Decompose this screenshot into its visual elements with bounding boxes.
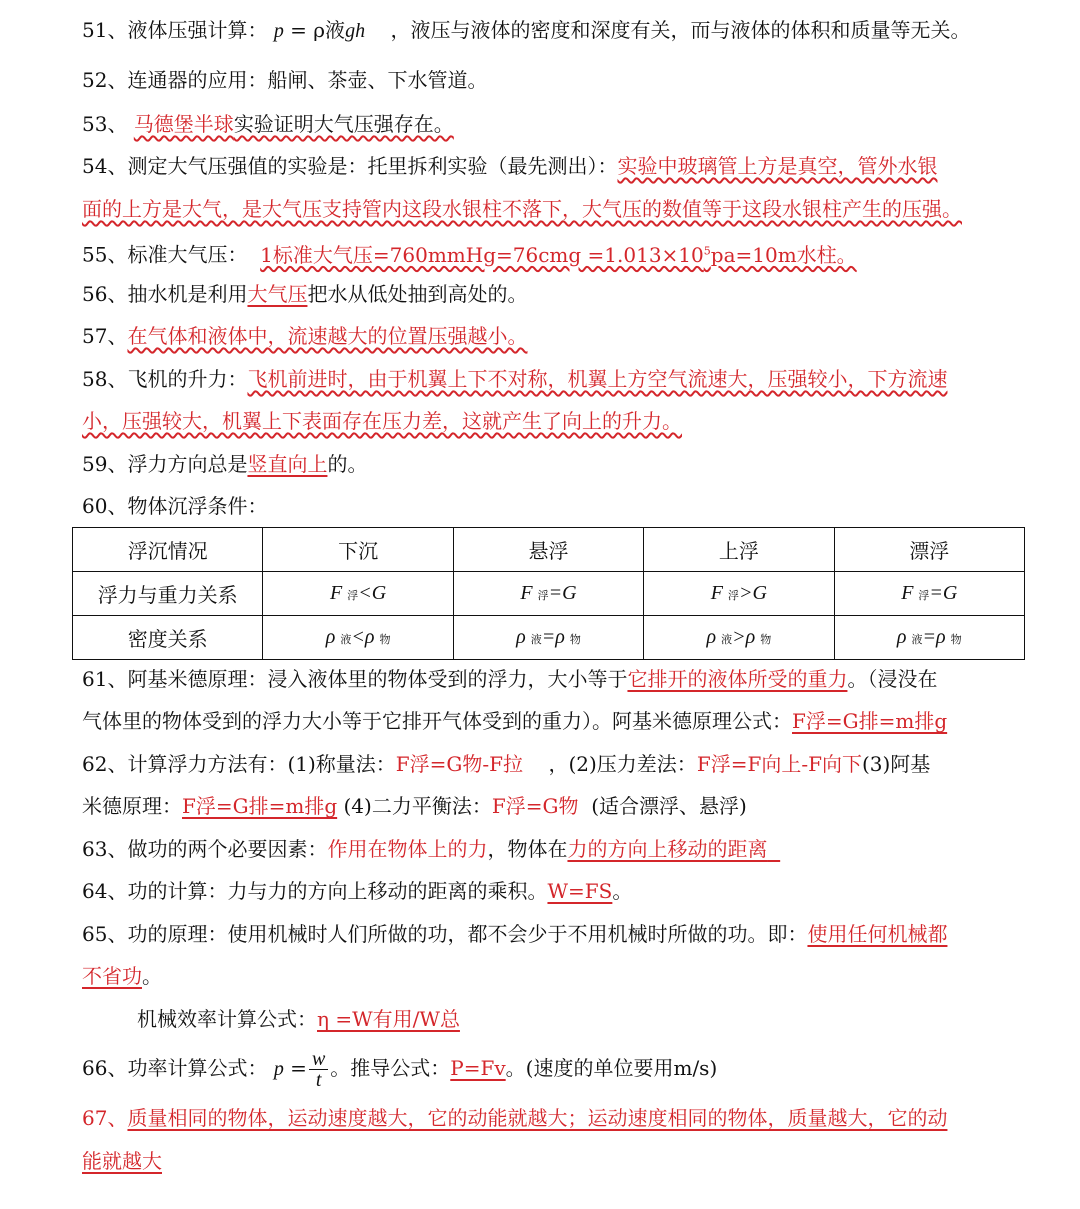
item-54-answer-2: 面的上方是大气，是大气压支持管内这段水银柱不落下，大气压的数值等于这段水银柱产生的压强。 bbox=[82, 197, 962, 221]
item-62-method-3: F浮=G排=m排g bbox=[182, 794, 338, 818]
fraction-denominator: t bbox=[315, 1069, 322, 1091]
item-67-answer-1: 质量相同的物体，运动速度越大，它的动能就越大；运动速度相同的物体，质量越大，它的动 bbox=[127, 1106, 948, 1130]
item-53-text: 实验证明大气压强存在。 bbox=[233, 112, 454, 136]
item-59 bbox=[82, 452, 367, 476]
sink-float-table bbox=[72, 527, 1025, 660]
item-53 bbox=[82, 112, 454, 136]
item-64-label: 64、功的计算：力与力的方向上移动的距离的乘积。 bbox=[82, 879, 548, 903]
item-60 bbox=[82, 494, 267, 518]
item-62-text-3: 米德原理： bbox=[82, 794, 182, 818]
table-header-cell: 漂浮 bbox=[834, 528, 1024, 572]
item-54-cont bbox=[82, 197, 962, 221]
power-fraction bbox=[309, 1049, 328, 1090]
item-64-formula: W=FS bbox=[547, 879, 613, 903]
item-51-text: ，液压与液体的密度和深度有关，而与液体的体积和质量等无关。 bbox=[390, 18, 971, 42]
item-63-label: 63、做功的两个必要因素： bbox=[82, 837, 328, 861]
table-cell: ρ 液=ρ 物 bbox=[453, 616, 643, 660]
efficiency-formula bbox=[137, 1007, 460, 1031]
item-64 bbox=[82, 879, 632, 903]
table-cell: ρ 液>ρ 物 bbox=[644, 616, 834, 660]
item-62-method-1: F浮=G物-F拉 bbox=[395, 752, 524, 776]
item-63-text: ，物体在 bbox=[487, 837, 568, 861]
item-54-label: 54、测定大气压强值的实验是：托里拆利实验（最先测出）： bbox=[82, 154, 618, 178]
item-57 bbox=[82, 324, 527, 348]
item-58-answer-1: 飞机前进时，由于机翼上下不对称，机翼上方空气流速大，压强较小，下方流速 bbox=[247, 367, 948, 391]
item-58 bbox=[82, 367, 947, 391]
item-61-formula: F浮=G排=m排g bbox=[792, 709, 948, 733]
table-cell: F 浮=G bbox=[834, 572, 1024, 616]
item-66-text: 。推导公式： bbox=[330, 1056, 451, 1080]
formula-p: p bbox=[273, 20, 284, 42]
table-row bbox=[73, 616, 1025, 660]
item-65-cont bbox=[82, 964, 162, 988]
item-55 bbox=[82, 239, 857, 267]
item-66-label: 66、功率计算公式： bbox=[82, 1056, 268, 1080]
efficiency-answer: η =W有用/W总 bbox=[317, 1007, 460, 1031]
table-cell: F 浮=G bbox=[453, 572, 643, 616]
item-56-answer: 大气压 bbox=[247, 282, 308, 306]
table-header-cell: 上浮 bbox=[644, 528, 834, 572]
item-61-cont bbox=[82, 709, 947, 733]
item-65-text: 。 bbox=[142, 964, 162, 988]
item-57-answer: 在气体和液体中，流速越大的位置压强越小。 bbox=[127, 324, 528, 348]
item-61-text: 。（浸没在 bbox=[847, 667, 938, 691]
table-header-cell: 悬浮 bbox=[453, 528, 643, 572]
exponent: 5 bbox=[703, 244, 711, 257]
table-header-cell: 下沉 bbox=[263, 528, 453, 572]
item-66-formula: P=Fv bbox=[450, 1056, 506, 1080]
power-eq: = bbox=[290, 1056, 307, 1080]
formula-gh: gh bbox=[345, 20, 366, 42]
formula-rho: ρ液 bbox=[313, 18, 346, 42]
item-65 bbox=[82, 922, 947, 946]
item-64-text: 。 bbox=[612, 879, 633, 903]
item-62-text-2: (3)阿基 bbox=[861, 752, 931, 776]
formula-eq: = bbox=[290, 18, 307, 42]
table-row-label: 密度关系 bbox=[73, 616, 263, 660]
item-55-answer-2: pa=10m水柱。 bbox=[710, 242, 857, 267]
item-52-text: 52、连通器的应用：船闸、茶壶、下水管道。 bbox=[82, 68, 488, 92]
power-p: p bbox=[273, 1058, 284, 1080]
item-63-answer-1: 作用在物体上的力 bbox=[327, 837, 488, 861]
table-row-label: 浮力与重力关系 bbox=[73, 572, 263, 616]
table-header-row bbox=[73, 528, 1025, 572]
item-62-label: 62、计算浮力方法有：(1)称量法： bbox=[82, 752, 396, 776]
table-cell: ρ 液<ρ 物 bbox=[263, 616, 453, 660]
item-54-answer-1: 实验中玻璃管上方是真空，管外水银 bbox=[617, 154, 938, 178]
table-cell: ρ 液=ρ 物 bbox=[834, 616, 1024, 660]
table-row bbox=[73, 572, 1025, 616]
item-56 bbox=[82, 282, 527, 306]
table-cell: F 浮<G bbox=[263, 572, 453, 616]
item-51 bbox=[82, 18, 971, 43]
item-62-text-4: (4)二力平衡法： bbox=[343, 794, 492, 818]
item-61-answer: 它排开的液体所受的重力 bbox=[627, 667, 848, 691]
item-60-text: 60、物体沉浮条件： bbox=[82, 494, 268, 518]
item-52 bbox=[82, 68, 487, 92]
item-65-label: 65、功的原理：使用机械时人们所做的功，都不会少于不用机械时所做的功。即： bbox=[82, 922, 808, 946]
item-58-answer-2: 小，压强较大，机翼上下表面存在压力差，这就产生了向上的升力。 bbox=[82, 409, 682, 433]
item-57-label: 57、 bbox=[82, 324, 128, 348]
item-53-label: 53、 bbox=[82, 112, 128, 136]
item-55-label: 55、标准大气压： bbox=[82, 242, 248, 267]
item-62-cont bbox=[82, 794, 747, 818]
item-67-cont bbox=[82, 1149, 162, 1173]
item-62 bbox=[82, 752, 930, 776]
item-62-text-1: ，(2)压力差法： bbox=[548, 752, 697, 776]
item-61 bbox=[82, 667, 937, 691]
item-63-answer-2: 力的方向上移动的距离 bbox=[567, 837, 768, 861]
item-62-method-2: F浮=F向上-F向下 bbox=[696, 752, 862, 776]
item-53-answer: 马德堡半球 bbox=[133, 112, 234, 136]
item-51-label: 51、液体压强计算： bbox=[82, 18, 268, 42]
item-55-answer-1: 1标准大气压=760mmHg=76cmg =1.013×10 bbox=[260, 242, 704, 267]
item-59-label: 59、浮力方向总是 bbox=[82, 452, 248, 476]
item-67-answer-2: 能就越大 bbox=[82, 1149, 162, 1173]
item-65-answer-1: 使用任何机械都 bbox=[807, 922, 948, 946]
item-61-label: 61、阿基米德原理：浸入液体里的物体受到的浮力，大小等于 bbox=[82, 667, 628, 691]
item-65-answer-2: 不省功 bbox=[82, 964, 142, 988]
item-66 bbox=[82, 1046, 717, 1091]
item-67-label: 67、 bbox=[82, 1106, 128, 1130]
item-67 bbox=[82, 1106, 947, 1130]
item-56-text: 把水从低处抽到高处的。 bbox=[307, 282, 528, 306]
item-66-text-2: 。(速度的单位要用m/s) bbox=[505, 1056, 718, 1080]
efficiency-label: 机械效率计算公式： bbox=[137, 1007, 317, 1031]
item-62-text-5: (适合漂浮、悬浮) bbox=[591, 794, 747, 818]
item-63 bbox=[82, 837, 780, 861]
item-62-method-4: F浮=G物 bbox=[491, 794, 579, 818]
item-59-answer: 竖直向上 bbox=[247, 452, 328, 476]
item-56-label: 56、抽水机是利用 bbox=[82, 282, 248, 306]
item-58-cont bbox=[82, 409, 682, 433]
item-61-text-2: 气体里的物体受到的浮力大小等于它排开气体受到的重力）。阿基米德原理公式： bbox=[82, 709, 792, 733]
table-header-cell: 浮沉情况 bbox=[73, 528, 263, 572]
item-59-text: 的。 bbox=[327, 452, 368, 476]
fraction-numerator: w bbox=[309, 1049, 328, 1070]
table-cell: F 浮>G bbox=[644, 572, 834, 616]
item-58-label: 58、飞机的升力： bbox=[82, 367, 248, 391]
item-54 bbox=[82, 154, 937, 178]
